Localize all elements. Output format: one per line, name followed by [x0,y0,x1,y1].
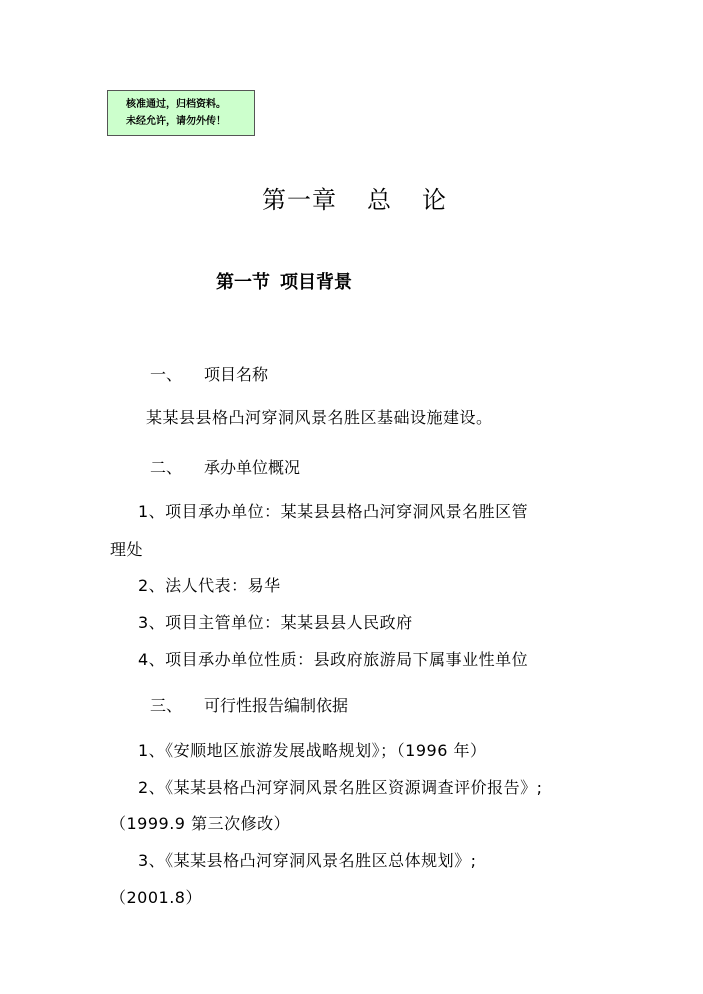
chapter-title [262,180,447,215]
list-item: 2、《某某县格凸河穿洞风景名胜区资源调查评价报告》; [138,778,543,797]
list-item: 3、《某某县格凸河穿洞风景名胜区总体规划》; [138,851,477,870]
list-item-continuation: （1999.9 第三次修改） [110,814,291,833]
list-item: 3、项目主管单位：某某县县人民政府 [138,613,413,632]
project-name-text: 某某县县格凸河穿洞风景名胜区基础设施建设。 [146,408,493,427]
list-item-continuation: （2001.8） [110,888,202,907]
list-item-continuation: 理处 [110,540,144,559]
chapter-title-word-1: 总 [367,186,392,214]
stamp-line-1: 核准通过，归档资料。 [126,99,226,110]
heading-feasibility-basis [150,693,348,716]
section-name: 项目背景 [280,272,352,293]
section-title [216,268,352,294]
chapter-title-word-2: 论 [422,186,447,214]
heading-index: 三、 [150,696,183,715]
stamp-line-2: 未经允许，请勿外传！ [126,116,226,127]
chapter-number: 第一章 [262,186,337,214]
heading-undertaking-unit [150,455,300,478]
list-item: 1、项目承办单位：某某县县格凸河穿洞风景名胜区管 [138,502,529,521]
list-item: 2、法人代表：易华 [138,576,281,595]
section-number: 第一节 [216,272,270,293]
heading-index: 一、 [150,365,183,384]
list-item: 4、项目承办单位性质：县政府旅游局下属事业性单位 [138,650,529,669]
heading-text: 项目名称 [204,365,269,384]
heading-text: 可行性报告编制依据 [204,696,349,715]
heading-text: 承办单位概况 [204,458,301,477]
list-item: 1、《安顺地区旅游发展战略规划》；（1996 年） [138,741,487,760]
heading-project-name [150,362,268,385]
heading-index: 二、 [150,458,183,477]
approval-stamp [107,90,255,136]
